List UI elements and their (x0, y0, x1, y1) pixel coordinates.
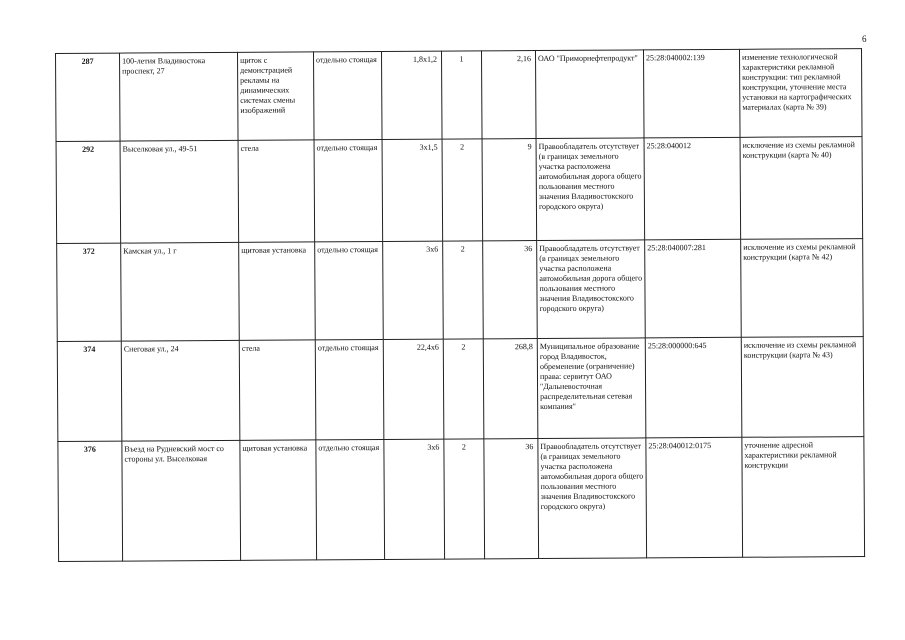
cell-address: Снеговая ул., 24 (121, 340, 240, 441)
cell-number: 376 (58, 441, 123, 561)
cell-cadastral: 25:28:040012:0175 (646, 437, 743, 558)
cell-type: щиток с демонстрацией рекламы на динамических системах смены изображений (237, 52, 314, 140)
cell-sides: 2 (442, 139, 483, 241)
cell-address: Въезд на Рудневский мост со стороны ул. Выселковая (122, 440, 241, 561)
cell-area: 9 (482, 139, 537, 241)
cell-placement: отдельно стоящая (314, 140, 383, 242)
cell-note: уточнение адресной характеристики рекламной конструкции (742, 437, 865, 558)
cell-area: 36 (483, 241, 538, 339)
cell-area: 2,16 (481, 51, 536, 139)
cell-type: стела (238, 140, 315, 242)
cell-area: 36 (484, 439, 539, 559)
cell-owner: Правообладатель отсутствует (в границах земельного участка расположена автомобильная дорога общего пользования местного значения Владивостокского городского округа) (538, 438, 647, 559)
table-row (58, 437, 865, 562)
cell-sides: 2 (443, 339, 484, 439)
table-row (57, 239, 864, 342)
cell-owner: Правообладатель отсутствует (в границах земельного участка расположена автомобильная дорога общего пользования местного значения Владивостокского городского округа) (536, 138, 645, 241)
cell-placement: отдельно стоящая (315, 340, 384, 440)
cell-sides: 2 (443, 241, 484, 339)
cell-placement: отдельно стоящая (316, 439, 385, 559)
table-row (56, 49, 863, 142)
cell-cadastral: 25:28:000000:645 (645, 337, 742, 438)
cell-placement: отдельно стоящая (315, 242, 384, 340)
cell-number: 292 (56, 141, 121, 243)
cell-cadastral: 25:28:040012 (644, 137, 741, 240)
cell-size: 3x1,5 (382, 139, 443, 241)
cell-address: 100-летия Владивостока проспект, 27 (120, 52, 239, 141)
cell-area: 268,8 (483, 339, 538, 439)
cell-type: щитовая установка (239, 242, 316, 340)
cell-sides: 1 (441, 51, 482, 139)
cell-type: щитовая установка (240, 440, 317, 560)
cell-address: Камская ул., 1 г (121, 242, 240, 341)
cell-note: изменение технологической характеристики рекламной конструкции: тип рекламной конструкции, уточнение места установки на картографических материалах (карта № 39) (739, 49, 862, 138)
cell-placement: отдельно стоящая (313, 52, 382, 140)
cell-address: Выселковая ул., 49-51 (120, 140, 239, 243)
cell-number: 374 (57, 341, 122, 441)
table-row (56, 137, 863, 244)
cell-note: исключение из схемы рекламной конструкции (карта № 43) (741, 337, 864, 438)
cell-note: исключение из схемы рекламной конструкции (карта № 40) (740, 137, 863, 240)
cell-size: 3x6 (383, 241, 444, 339)
page-number: 6 (862, 34, 867, 44)
advertising-structures-table (55, 48, 865, 562)
cell-owner: ОАО "Приморнефтепродукт" (535, 50, 644, 139)
cell-number: 287 (56, 53, 121, 141)
cell-number: 372 (57, 243, 122, 341)
cell-size: 3x6 (384, 439, 445, 559)
table-row (57, 337, 864, 442)
cell-owner: Муниципальное образование город Владивосток, обременение (ограничение) права: сервитут ОАО "Дальневосточная распределительная сетевая компания" (537, 338, 646, 439)
cell-size: 22,4x6 (383, 339, 444, 439)
cell-cadastral: 25:28:040007:281 (645, 239, 742, 338)
table-body (56, 49, 865, 562)
cell-sides: 2 (444, 439, 485, 559)
cell-note: исключение из схемы рекламной конструкции (карта № 42) (741, 239, 864, 338)
cell-owner: Правообладатель отсутствует (в границах земельного участка расположена автомобильная дорога общего пользования местного значения Владивостокского городского округа) (537, 240, 646, 339)
cell-type: стела (239, 340, 316, 440)
cell-cadastral: 25:28:040002:139 (643, 49, 740, 138)
cell-size: 1,8x1,2 (381, 51, 442, 139)
